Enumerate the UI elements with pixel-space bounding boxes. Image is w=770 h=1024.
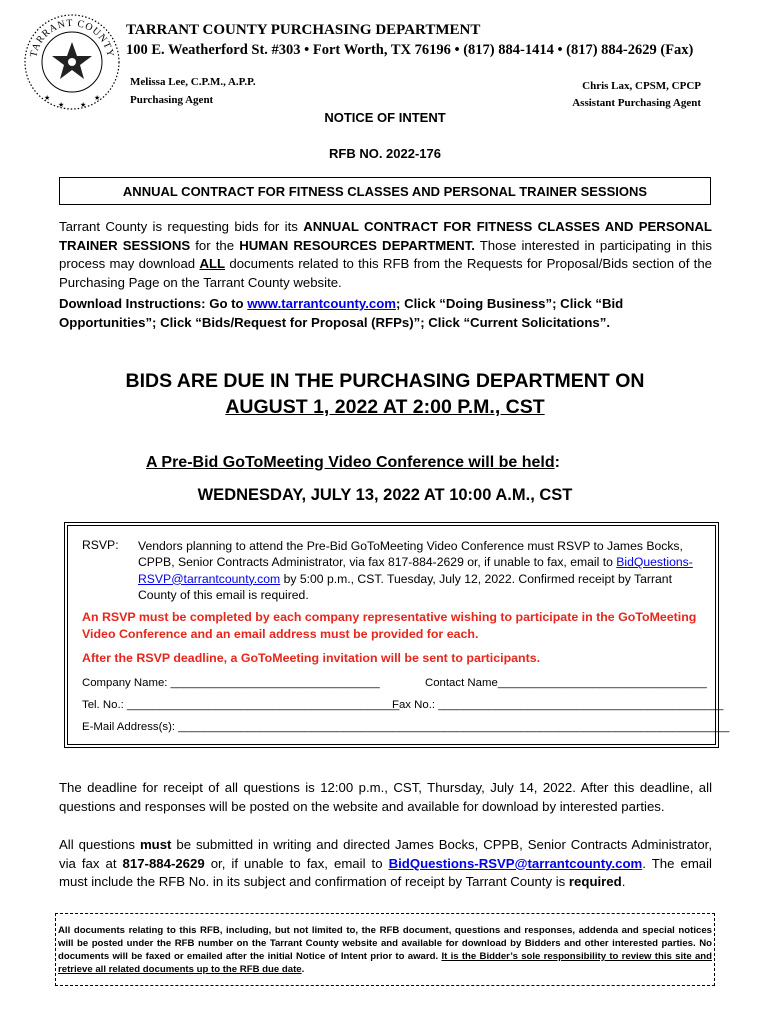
prebid-heading <box>146 454 560 472</box>
download-instructions <box>59 295 712 332</box>
svg-text:★: ★ <box>44 95 51 102</box>
contact-name-field[interactable]: Contact Name_________________________________ <box>425 677 707 689</box>
assistant-agent-name: Chris Lax, CPSM, CPCP <box>582 80 701 92</box>
company-name-field[interactable]: Company Name: _________________________________ <box>82 677 380 689</box>
svg-text:★: ★ <box>94 95 101 102</box>
prebid-heading-text: A Pre-Bid GoToMeeting Video Conference will be held <box>146 454 555 471</box>
bids-due-heading <box>0 368 770 420</box>
footer-end: . <box>301 964 305 975</box>
tarrant-county-website-link[interactable]: www.tarrantcounty.com <box>247 296 397 311</box>
svg-text:★: ★ <box>58 102 65 109</box>
rfb-number: RFB NO. 2022-176 <box>329 146 441 161</box>
rsvp-text: by 5:00 p.m., CST. Tuesday, July 12, 2022. Confirmed receipt by Tarrant County of this email is required. <box>138 571 672 602</box>
rsvp-invitation-note: After the RSVP deadline, a GoToMeeting invitation will be sent to participants. <box>82 651 541 665</box>
footer-notice <box>58 924 712 976</box>
intro-text: for the <box>190 237 240 253</box>
footer-text: All documents relating to this RFB, including, but not limited to, the RFB document, questions and responses, addenda and special notices will be posted under the RFB number on the Tarrant County website and available for download by Bidders and other interested parties. No documents will be faxed or emailed after the initial Notice of Intent prior to award. <box>58 925 712 962</box>
purchasing-agent-title: Purchasing Agent <box>130 94 214 106</box>
prebid-colon: : <box>554 454 560 471</box>
intro-text: Tarrant County is requesting bids for its <box>59 219 304 234</box>
seal-text: TARRANT COUNTY <box>28 17 116 59</box>
rsvp-warning: An RSVP must be completed by each company representative wishing to participate in the GoToMeeting Video Conference and an email address must be provided for each. <box>82 610 697 641</box>
questions-text: . <box>621 874 626 889</box>
county-seal-logo <box>22 12 122 112</box>
intro-text: documents related to this RFB from the Requests for Proposal/Bids section of the Purchasing Page on the Tarrant County website. <box>59 256 712 290</box>
bids-due-date: AUGUST 1, 2022 AT 2:00 P.M., CST <box>225 396 545 418</box>
download-prefix: Download Instructions: Go to <box>59 296 248 311</box>
intro-all: ALL <box>199 256 226 271</box>
questions-text: or, if unable to fax, email to <box>204 855 389 871</box>
intro-contract-name: ANNUAL CONTRACT FOR FITNESS CLASSES AND PERSONAL TRAINER SESSIONS <box>59 219 712 253</box>
questions-email-link[interactable]: BidQuestions-RSVP@tarrantcounty.com <box>388 855 643 871</box>
org-address: 100 E. Weatherford St. #303 • Fort Worth, TX 76196 • (817) 884-1414 • (817) 884-2629 (Fax) <box>126 42 694 58</box>
prebid-date: WEDNESDAY, JULY 13, 2022 AT 10:00 A.M., CST <box>197 486 573 504</box>
org-name: TARRANT COUNTY PURCHASING DEPARTMENT <box>126 22 481 38</box>
assistant-agent-title: Assistant Purchasing Agent <box>572 97 701 109</box>
purchasing-agent-name: Melissa Lee, C.P.M., A.P.P. <box>130 76 256 88</box>
rsvp-label: RSVP: <box>82 538 119 552</box>
tel-no-field[interactable]: Tel. No.: ___________________________________________ <box>82 699 400 711</box>
svg-text:★: ★ <box>80 102 87 109</box>
intro-text: Those interested in participating in this process may download <box>59 237 713 271</box>
rsvp-text: Vendors planning to attend the Pre-Bid GoToMeeting Video Conference must RSVP to James Bocks, CPPB, Senior Contracts Administrator, via fax 817-884-2629 or, if unable to fax, email to <box>138 539 683 570</box>
questions-submission-paragraph <box>59 836 712 892</box>
questions-deadline-paragraph: The deadline for receipt of all questions is 12:00 p.m., CST, Thursday, July 14, 2022. After this deadline, all questions and responses will be posted on the website and available for download by interested parties. <box>59 780 712 814</box>
questions-text: be submitted in writing and directed James Bocks, CPPB, Senior Contracts Administrator, via fax at <box>59 837 712 871</box>
questions-fax-number: 817-884-2629 <box>122 855 205 871</box>
questions-must: must <box>139 837 172 852</box>
rsvp-instructions <box>138 538 711 603</box>
questions-text: All questions <box>59 837 140 852</box>
download-steps: ; Click “Doing Business”; Click “Bid Opportunities”; Click “Bids/Request for Proposal (RFPs)”; Click “Current Solicitations”. <box>59 296 624 330</box>
intro-paragraph <box>59 218 712 292</box>
rsvp-email-link[interactable]: BidQuestions-RSVP@tarrantcounty.com <box>138 555 693 586</box>
contract-title: ANNUAL CONTRACT FOR FITNESS CLASSES AND PERSONAL TRAINER SESSIONS <box>122 183 648 199</box>
questions-required: required <box>568 874 622 889</box>
bids-due-line1: BIDS ARE DUE IN THE PURCHASING DEPARTMENT ON <box>125 370 645 392</box>
email-address-field[interactable]: E-Mail Address(s): _______________________________________________________________________________________ <box>82 721 730 733</box>
questions-text: . The email must include the RFB No. in its subject and confirmation of receipt by Tarrant County is <box>59 855 712 889</box>
notice-title: NOTICE OF INTENT <box>324 110 446 125</box>
intro-department: HUMAN RESOURCES DEPARTMENT. <box>239 237 475 253</box>
fax-no-field[interactable]: Fax No.: _____________________________________________ <box>392 699 724 711</box>
contract-title-box <box>59 177 711 205</box>
footer-responsibility: It is the Bidder’s sole responsibility to review this site and retrieve all related documents up to the RFB due date <box>58 951 713 975</box>
